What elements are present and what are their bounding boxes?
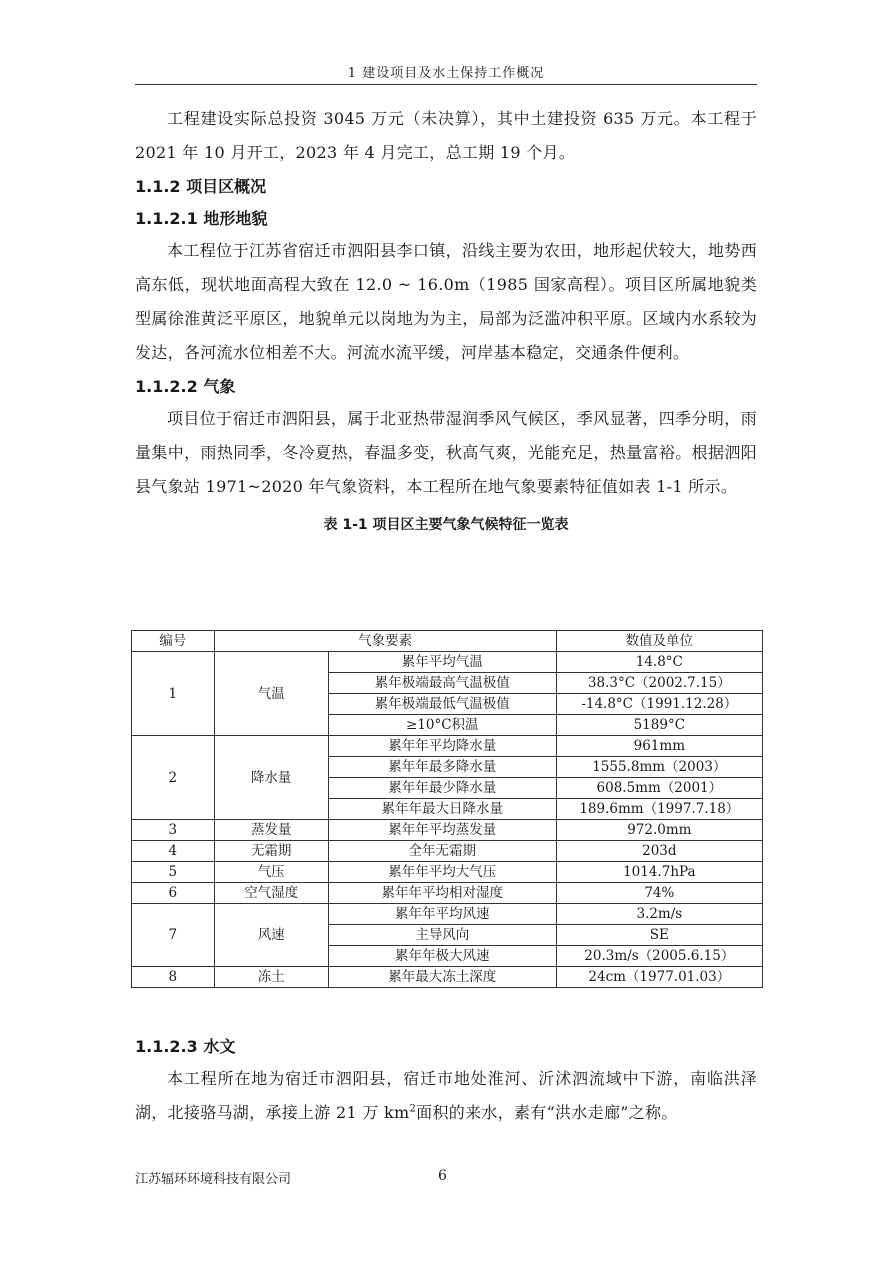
cell-item: 累年年最少降水量 (328, 778, 556, 799)
cell-item: 累年年平均风速 (328, 904, 556, 925)
paragraph-investment: 工程建设实际总投资 3045 万元（未决算），其中土建投资 635 万元。本工程于 2021 年 10 月开工，2023 年 4 月完工，总工期 19 个月。 (135, 109, 757, 162)
climate-table (131, 630, 763, 988)
paragraph-climate: 项目位于宿迁市泗阳县，属于北亚热带湿润季风气候区，季风显著，四季分明，雨量集中，雨热同季，冬冷夏热，春温多变，秋高气爽，光能充足，热量富裕。根据泗阳县气象站 1971~2020 年气象资料，本工程所在地气象要素特征值如表 1-1 所示。 (135, 409, 757, 496)
cell-number: 1 (132, 652, 215, 736)
cell-value: -14.8°C（1991.12.28） (556, 694, 762, 715)
table-row (132, 904, 763, 925)
cell-element: 无霜期 (214, 841, 328, 862)
cell-number: 2 (132, 736, 215, 820)
cell-item: 累年年平均相对湿度 (328, 883, 556, 904)
running-header: 1 建设项目及水土保持工作概况 (347, 66, 545, 81)
cell-value: 24cm（1977.01.03） (556, 967, 762, 988)
cell-item: 全年无霜期 (328, 841, 556, 862)
heading-1-1-2-2: 1.1.2.2 气象 (135, 377, 236, 396)
hydrology-text-before: 本工程所在地为宿迁市泗阳县，宿迁市地处淮河、沂沭泗流域中下游，南临洪泽湖，北接骆马湖，承接上游 21 万 km (135, 1069, 757, 1122)
cell-number: 7 (132, 904, 215, 967)
cell-number: 4 (132, 841, 215, 862)
cell-value: 961mm (556, 736, 762, 757)
cell-number: 6 (132, 883, 215, 904)
cell-item: 累年最大冻土深度 (328, 967, 556, 988)
heading-1-1-2-1: 1.1.2.1 地形地貌 (135, 209, 268, 228)
hydrology-section (135, 1030, 757, 1130)
cell-element: 空气湿度 (214, 883, 328, 904)
table-row (132, 883, 763, 904)
cell-element: 降水量 (214, 736, 328, 820)
cell-element: 风速 (214, 904, 328, 967)
cell-value: 972.0mm (556, 820, 762, 841)
cell-value: 14.8°C (556, 652, 762, 673)
heading-1-1-2: 1.1.2 项目区概况 (135, 177, 267, 196)
cell-item: 累年年平均蒸发量 (328, 820, 556, 841)
header-element: 气象要素 (214, 631, 556, 652)
cell-value: SE (556, 925, 762, 946)
cell-number: 3 (132, 820, 215, 841)
header-value: 数值及单位 (556, 631, 762, 652)
cell-element: 冻土 (214, 967, 328, 988)
paragraph-hydrology (135, 1062, 757, 1130)
table-row (132, 820, 763, 841)
cell-item: 累年平均气温 (328, 652, 556, 673)
cell-item: 累年年平均降水量 (328, 736, 556, 757)
cell-item: 累年极端最低气温极值 (328, 694, 556, 715)
cell-item: 累年极端最高气温极值 (328, 673, 556, 694)
footer-company: 江苏辐环环境科技有限公司 (135, 1172, 292, 1187)
cell-item: 累年年最多降水量 (328, 757, 556, 778)
paragraph-terrain: 本工程位于江苏省宿迁市泗阳县李口镇，沿线主要为农田，地形起伏较大，地势西高东低，现状地面高程大致在 12.0 ~ 16.0m（1985 国家高程）。项目区所属地貌类型属徐淮黄泛平原区，地貌单元以岗地为为主，局部为泛滥冲积平原。区域内水系较为发达，各河流水位相差不大。河流水流平缓，河岸基本稳定，交通条件便利。 (135, 241, 757, 362)
document-body (135, 102, 757, 542)
cell-value: 1555.8mm（2003） (556, 757, 762, 778)
cell-value: 5189°C (556, 715, 762, 736)
superscript-2: 2 (409, 1103, 417, 1115)
cell-value: 608.5mm（2001） (556, 778, 762, 799)
cell-item: 主导风向 (328, 925, 556, 946)
cell-number: 5 (132, 862, 215, 883)
cell-value: 20.3m/s（2005.6.15） (556, 946, 762, 967)
heading-1-1-2-3: 1.1.2.3 水文 (135, 1037, 236, 1056)
cell-value: 38.3°C（2002.7.15） (556, 673, 762, 694)
table-row (132, 841, 763, 862)
table-caption: 表 1-1 项目区主要气象气候特征一览表 (323, 517, 569, 533)
cell-value: 203d (556, 841, 762, 862)
table-row (132, 736, 763, 757)
table-header-row (132, 631, 763, 652)
header-rule (135, 84, 757, 85)
table-row (132, 862, 763, 883)
cell-item: 累年年最大日降水量 (328, 799, 556, 820)
cell-value: 189.6mm（1997.7.18） (556, 799, 762, 820)
cell-element: 蒸发量 (214, 820, 328, 841)
cell-element: 气温 (214, 652, 328, 736)
cell-value: 3.2m/s (556, 904, 762, 925)
cell-value: 74% (556, 883, 762, 904)
cell-item: ≥10°C积温 (328, 715, 556, 736)
cell-number: 8 (132, 967, 215, 988)
cell-item: 累年年极大风速 (328, 946, 556, 967)
table-body (132, 652, 763, 988)
header-number: 编号 (132, 631, 215, 652)
table-row (132, 652, 763, 673)
page-number: 6 (438, 1168, 447, 1184)
cell-value: 1014.7hPa (556, 862, 762, 883)
cell-item: 累年年平均大气压 (328, 862, 556, 883)
hydrology-text-after: 面积的来水，素有“洪水走廊”之称。 (416, 1103, 678, 1122)
cell-element: 气压 (214, 862, 328, 883)
table-row (132, 967, 763, 988)
